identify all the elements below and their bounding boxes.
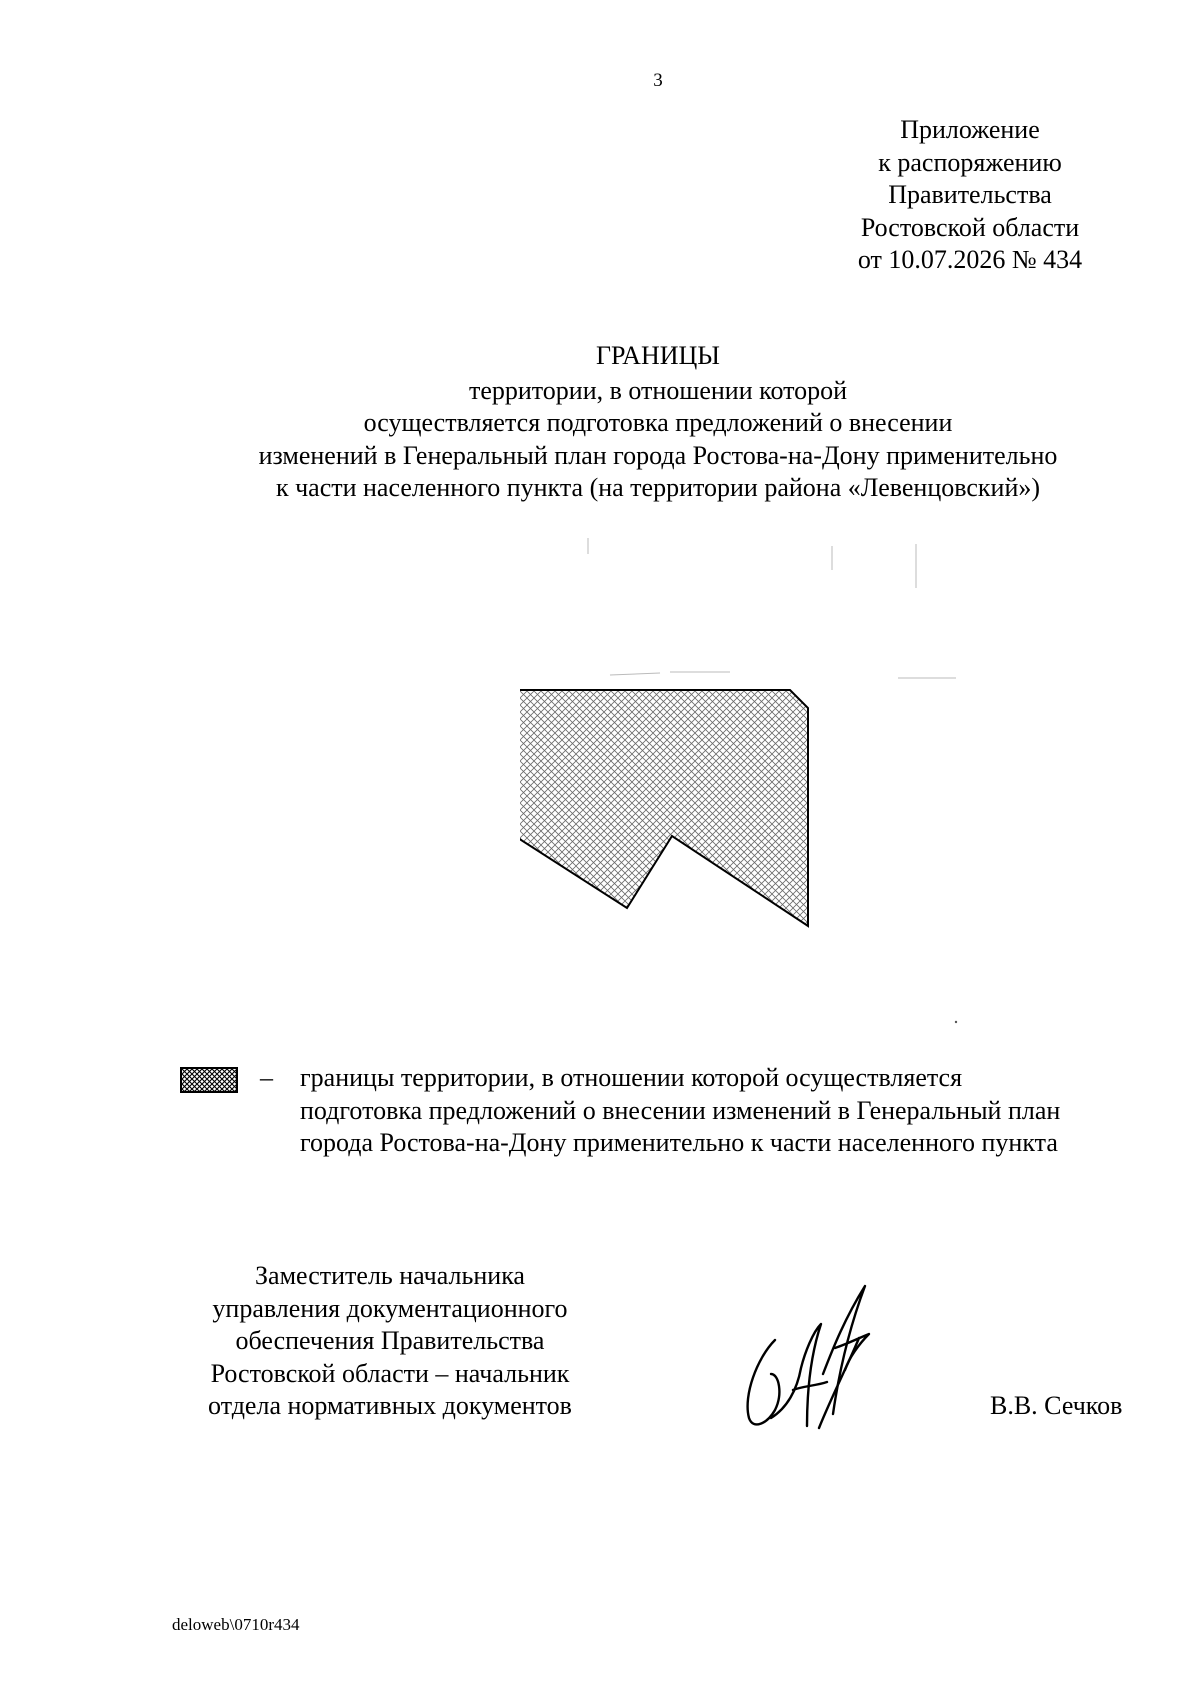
crosshatch-legend-icon xyxy=(180,1067,238,1093)
signer-position-line: Ростовской области – начальник xyxy=(210,1358,570,1388)
page-number xyxy=(0,70,1200,92)
signer-position xyxy=(170,1260,610,1423)
signer-name: В.В. Сечков xyxy=(990,1391,1123,1420)
signer-position-line: управления документационного xyxy=(212,1293,568,1323)
page-number-text: 3 xyxy=(653,70,663,91)
signer-position-line: обеспечения Правительства xyxy=(235,1326,545,1355)
appendix-line: к распоряжению xyxy=(878,147,1062,177)
appendix-line: от 10.07.2026 № 434 xyxy=(857,245,1083,274)
title-main: ГРАНИЦЫ xyxy=(596,341,720,370)
legend-description xyxy=(300,1062,1150,1160)
title-line: к части населенного пункта (на территории района «Левенцовский») xyxy=(275,473,1041,502)
document-title xyxy=(150,340,1166,505)
appendix-header xyxy=(820,114,1120,277)
handwritten-signature-icon xyxy=(735,1278,895,1438)
appendix-line: Ростовской области xyxy=(860,212,1080,242)
legend-line: границы территории, в отношении которой осуществляется xyxy=(300,1063,963,1092)
appendix-line: Приложение xyxy=(900,115,1040,144)
map-dot xyxy=(955,1021,957,1023)
title-line: изменений в Генеральный план города Ростова-на-Дону применительно xyxy=(258,440,1058,470)
appendix-line: Правительства xyxy=(888,180,1052,209)
document-footer-code: deloweb\0710r434 xyxy=(172,1615,300,1634)
legend-line: города Ростова-на-Дону применительно к части населенного пункта xyxy=(300,1128,1058,1157)
title-line: территории, в отношении которой xyxy=(468,375,848,405)
legend-line: подготовка предложений о внесении изменений в Генеральный план xyxy=(300,1095,1061,1125)
territory-polygon xyxy=(520,690,808,926)
territory-map xyxy=(520,530,980,1030)
legend-dash: – xyxy=(260,1063,273,1092)
signer-position-line: отдела нормативных документов xyxy=(208,1391,572,1420)
title-line: осуществляется подготовка предложений о внесении xyxy=(363,408,953,437)
map-artifacts xyxy=(588,538,956,678)
signer-position-line: Заместитель начальника xyxy=(255,1261,525,1290)
